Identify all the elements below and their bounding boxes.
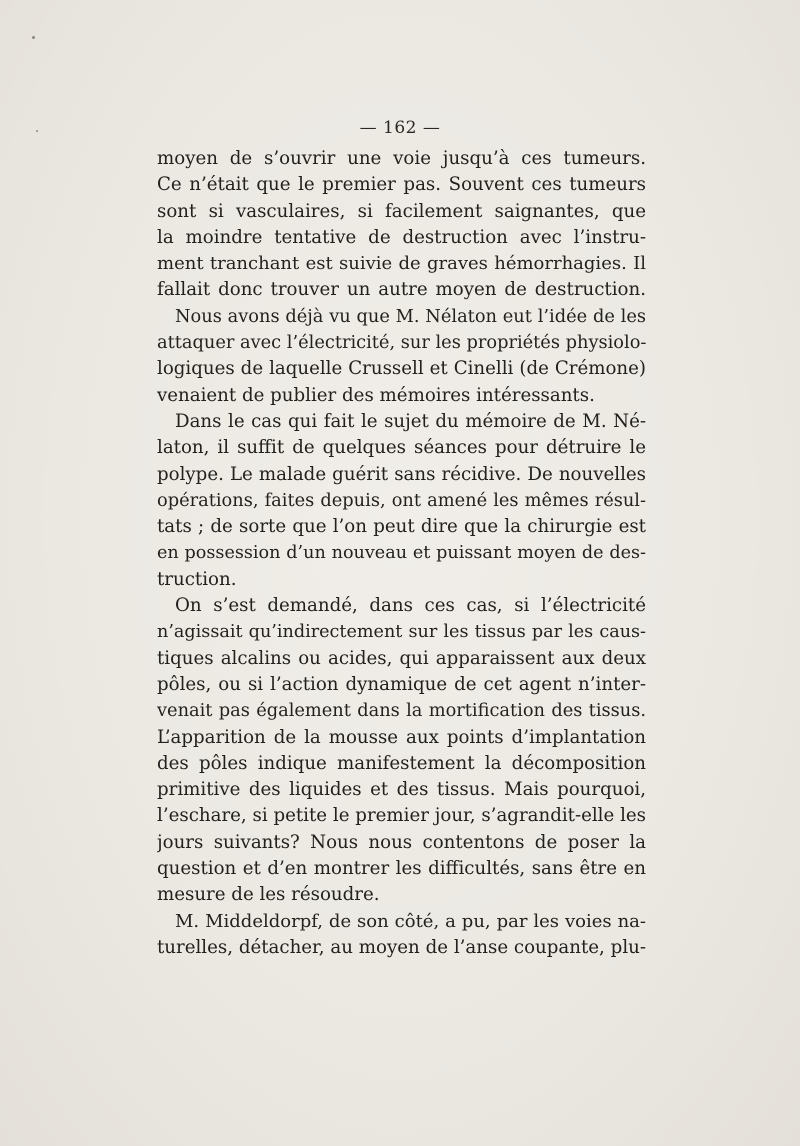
text-line: sont si vasculaires, si facilement saignantes, que xyxy=(157,200,646,222)
text-line: opérations, faites depuis, ont amené les mêmes résul- xyxy=(157,489,646,511)
text-line: des pôles indique manifestement la décomposition xyxy=(157,752,646,774)
text-line: truction. xyxy=(157,568,237,590)
body-text xyxy=(157,146,646,961)
text-line: turelles, détacher, au moyen de l’anse coupante, plu- xyxy=(157,936,646,958)
text-line: jours suivants? Nous nous contentons de poser la xyxy=(157,831,646,853)
text-line: venait pas également dans la mortification des tissus. xyxy=(157,700,646,722)
text-line: n’agissait qu’indirectement sur les tissus par les caus- xyxy=(157,622,646,643)
paper-speck xyxy=(32,36,35,39)
text-line: mesure de les résoudre. xyxy=(157,884,380,906)
text-line: la moindre tentative de destruction avec l’instru- xyxy=(157,226,646,248)
page-number: — 162 — xyxy=(359,118,441,138)
text-line: moyen de s’ouvrir une voie jusqu’à ces tumeurs. xyxy=(157,148,646,169)
text-line: en possession d’un nouveau et puissant moyen de des- xyxy=(157,543,646,564)
text-line: venaient de publier des mémoires intéressants. xyxy=(157,384,595,406)
text-line: M. Middeldorpf, de son côté, a pu, par les voies na- xyxy=(175,910,646,932)
text-line: Dans le cas qui fait le sujet du mémoire de M. Né- xyxy=(175,410,646,432)
text-line: Nous avons déjà vu que M. Nélaton eut l’idée de les xyxy=(175,305,646,327)
text-line: l’eschare, si petite le premier jour, s’agrandit-elle les xyxy=(157,805,646,827)
text-line: pôles, ou si l’action dynamique de cet agent n’inter- xyxy=(157,673,646,695)
text-line: fallait donc trouver un autre moyen de destruction. xyxy=(157,279,646,301)
text-line: logiques de laquelle Crussell et Cinelli (de Crémone) xyxy=(157,358,646,380)
text-line: tats ; de sorte que l’on peut dire que la chirurgie est xyxy=(157,516,646,538)
text-line: On s’est demandé, dans ces cas, si l’électricité xyxy=(175,595,646,617)
text-line: polype. Le malade guérit sans récidive. De nouvelles xyxy=(157,463,646,485)
text-line: ment tranchant est suivie de graves hémorrhagies. Il xyxy=(157,253,646,275)
text-line: tiques alcalins ou acides, qui apparaissent aux deux xyxy=(157,647,646,669)
text-line: laton, il suffit de quelques séances pour détruire le xyxy=(157,437,646,459)
text-line: attaquer avec l’électricité, sur les propriétés physiolo- xyxy=(157,332,646,354)
text-line: question et d’en montrer les difficultés, sans être en xyxy=(157,858,646,880)
text-line: L’apparition de la mousse aux points d’implantation xyxy=(157,726,646,748)
text-line: Ce n’était que le premier pas. Souvent ces tumeurs xyxy=(157,174,646,196)
text-line: primitive des liquides et des tissus. Mais pourquoi, xyxy=(157,779,646,801)
